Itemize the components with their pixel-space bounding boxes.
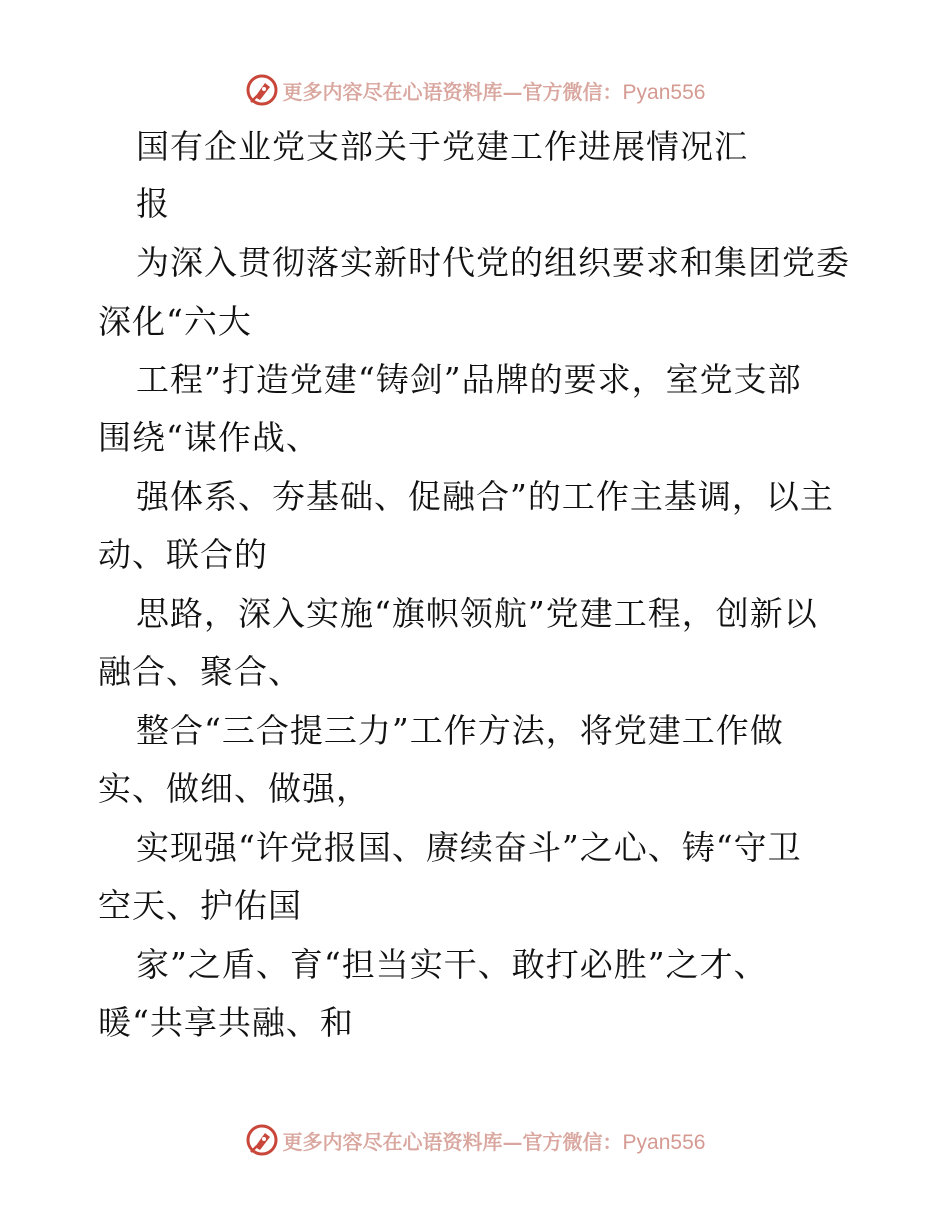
doc-title-line-1: 国有企业党支部关于党建工作进展情况汇	[136, 127, 748, 166]
watermark-wechat-id: Pyan556	[622, 1130, 706, 1154]
doc-text-line: 暖“共享共融、和	[98, 1003, 354, 1042]
pen-nib-logo-icon	[245, 1123, 279, 1157]
doc-text-line: 整合“三合提三力”工作方法，将党建工作做	[136, 711, 784, 750]
doc-text-line: 实现强“许党报国、赓续奋斗”之心、铸“守卫	[136, 828, 802, 867]
doc-text-line: 家”之盾、育“担当实干、敢打必胜”之才、	[136, 945, 768, 984]
doc-text-line: 工程”打造党建“铸剑”品牌的要求，室党支部	[136, 360, 802, 399]
doc-text-line: 深化“六大	[98, 302, 252, 341]
pen-nib-logo-icon	[245, 73, 279, 107]
doc-text-line: 实、做细、做强，	[98, 769, 370, 808]
doc-text-line: 思路，深入实施“旗帜领航”党建工程，创新以	[136, 594, 818, 633]
doc-text-line: 空天、护佑国	[98, 886, 302, 925]
header-watermark	[0, 70, 950, 110]
doc-text-line: 融合、聚合、	[98, 652, 302, 691]
footer-watermark	[0, 1120, 950, 1160]
doc-text-line: 围绕“谋作战、	[98, 418, 320, 457]
doc-title-line-2: 报	[136, 184, 170, 223]
watermark-text: 更多内容尽在心语资料库—官方微信：Pyan556	[282, 1129, 706, 1154]
watermark-wechat-id: Pyan556	[622, 80, 706, 104]
watermark-text: 更多内容尽在心语资料库—官方微信：Pyan556	[282, 79, 706, 104]
doc-text-line: 强体系、夯基础、促融合”的工作主基调，以主	[136, 477, 834, 516]
doc-text-line: 为深入贯彻落实新时代党的组织要求和集团党委	[136, 243, 850, 282]
doc-text-line: 动、联合的	[98, 535, 268, 574]
